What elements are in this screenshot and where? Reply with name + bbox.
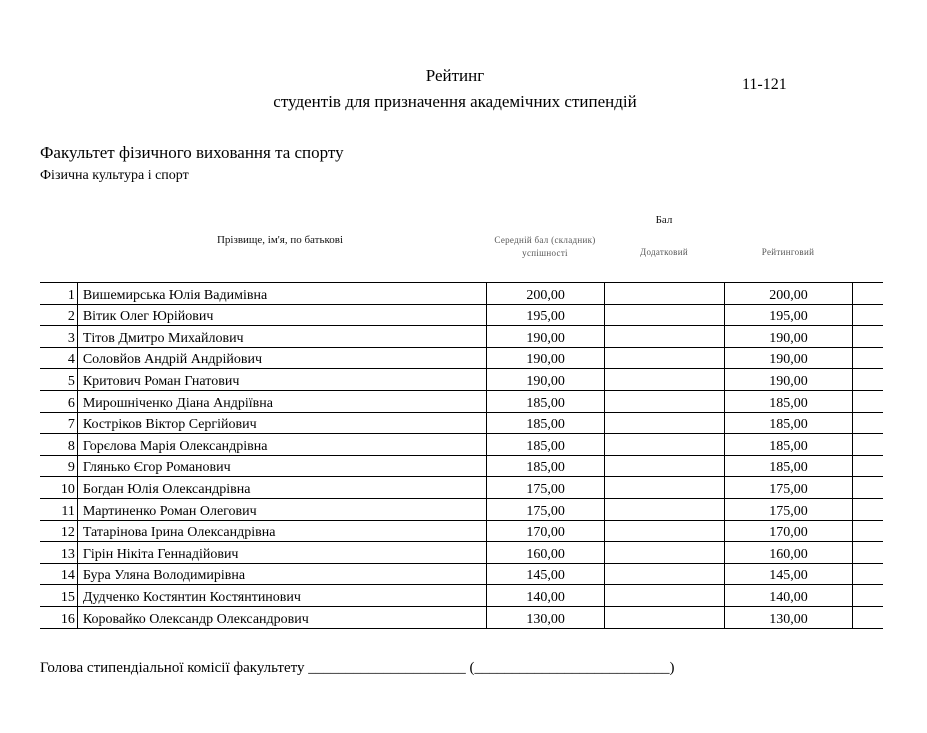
row-number: 13 <box>40 542 77 564</box>
student-name: Вишемирська Юлія Вадимівна <box>77 283 487 305</box>
student-name: Глянько Єгор Романович <box>77 455 487 477</box>
row-number: 3 <box>40 326 77 348</box>
table-row <box>40 304 883 326</box>
student-name: Мартиненко Роман Олегович <box>77 498 487 520</box>
document-title: Рейтинг <box>425 66 485 85</box>
student-name: Гірін Нікіта Геннадійович <box>77 542 487 564</box>
column-header-rating: Рейтинговий <box>761 247 815 257</box>
student-name: Тітов Дмитро Михайлович <box>77 326 487 348</box>
rating-score: 185,00 <box>724 434 852 456</box>
empty-cell <box>853 434 883 456</box>
column-header-score-group: Бал <box>655 214 673 226</box>
additional-score <box>604 520 724 542</box>
row-number: 5 <box>40 369 77 391</box>
empty-cell <box>853 347 883 369</box>
row-number: 14 <box>40 563 77 585</box>
row-number: 1 <box>40 283 77 305</box>
average-score: 175,00 <box>487 498 604 520</box>
student-name: Горєлова Марія Олександрівна <box>77 434 487 456</box>
rating-score: 185,00 <box>724 390 852 412</box>
additional-score <box>604 455 724 477</box>
empty-cell <box>853 390 883 412</box>
student-name: Мирошніченко Діана Андріївна <box>77 390 487 412</box>
table-row <box>40 390 883 412</box>
additional-score <box>604 390 724 412</box>
average-score: 185,00 <box>487 412 604 434</box>
average-score: 190,00 <box>487 347 604 369</box>
row-number: 11 <box>40 498 77 520</box>
table-row <box>40 542 883 564</box>
table-row <box>40 498 883 520</box>
row-number: 9 <box>40 455 77 477</box>
student-name: Бура Уляна Володимирівна <box>77 563 487 585</box>
table-row <box>40 412 883 434</box>
student-name: Вітик Олег Юрійович <box>77 304 487 326</box>
table-row <box>40 283 883 305</box>
rating-score: 190,00 <box>724 347 852 369</box>
specialty-name: Фізична культура і спорт <box>40 168 189 183</box>
table-row <box>40 326 883 348</box>
row-number: 10 <box>40 477 77 499</box>
average-score: 145,00 <box>487 563 604 585</box>
rating-table <box>40 282 883 629</box>
additional-score <box>604 369 724 391</box>
rating-score: 175,00 <box>724 498 852 520</box>
additional-score <box>604 347 724 369</box>
table-row <box>40 347 883 369</box>
rating-score: 170,00 <box>724 520 852 542</box>
average-score: 190,00 <box>487 326 604 348</box>
additional-score <box>604 498 724 520</box>
table-row <box>40 606 883 628</box>
average-score: 195,00 <box>487 304 604 326</box>
additional-score <box>604 304 724 326</box>
empty-cell <box>853 326 883 348</box>
faculty-name: Факультет фізичного виховання та спорту <box>40 143 344 162</box>
empty-cell <box>853 563 883 585</box>
rating-score: 190,00 <box>724 326 852 348</box>
average-score: 200,00 <box>487 283 604 305</box>
additional-score <box>604 542 724 564</box>
table-row <box>40 455 883 477</box>
column-header-average: Середній бал (складник) успішності <box>494 235 596 258</box>
empty-cell <box>853 606 883 628</box>
empty-cell <box>853 283 883 305</box>
additional-score <box>604 563 724 585</box>
empty-cell <box>853 369 883 391</box>
row-number: 6 <box>40 390 77 412</box>
empty-cell <box>853 542 883 564</box>
rating-score: 140,00 <box>724 585 852 607</box>
row-number: 16 <box>40 606 77 628</box>
student-name: Коровайко Олександр Олександрович <box>77 606 487 628</box>
table-row <box>40 585 883 607</box>
additional-score <box>604 477 724 499</box>
average-score: 175,00 <box>487 477 604 499</box>
student-name: Соловйов Андрій Андрійович <box>77 347 487 369</box>
empty-cell <box>853 520 883 542</box>
additional-score <box>604 606 724 628</box>
empty-cell <box>853 455 883 477</box>
table-row <box>40 369 883 391</box>
table-row <box>40 477 883 499</box>
empty-cell <box>853 477 883 499</box>
rating-score: 200,00 <box>724 283 852 305</box>
group-code: 11-121 <box>742 76 787 93</box>
row-number: 4 <box>40 347 77 369</box>
row-number: 2 <box>40 304 77 326</box>
empty-cell <box>853 304 883 326</box>
student-name: Богдан Юлія Олександрівна <box>77 477 487 499</box>
student-name: Дудченко Костянтин Костянтинович <box>77 585 487 607</box>
average-score: 185,00 <box>487 455 604 477</box>
rating-score: 185,00 <box>724 455 852 477</box>
additional-score <box>604 283 724 305</box>
rating-score: 190,00 <box>724 369 852 391</box>
empty-cell <box>853 585 883 607</box>
average-score: 160,00 <box>487 542 604 564</box>
row-number: 15 <box>40 585 77 607</box>
rating-score: 175,00 <box>724 477 852 499</box>
document-subtitle: студентів для призначення академічних стипендій <box>273 92 637 111</box>
row-number: 8 <box>40 434 77 456</box>
row-number: 12 <box>40 520 77 542</box>
additional-score <box>604 326 724 348</box>
additional-score <box>604 585 724 607</box>
student-name: Критович Роман Гнатович <box>77 369 487 391</box>
table-row <box>40 520 883 542</box>
average-score: 140,00 <box>487 585 604 607</box>
rating-score: 160,00 <box>724 542 852 564</box>
average-score: 185,00 <box>487 390 604 412</box>
average-score: 170,00 <box>487 520 604 542</box>
average-score: 190,00 <box>487 369 604 391</box>
table-row <box>40 563 883 585</box>
row-number: 7 <box>40 412 77 434</box>
student-name: Костріков Віктор Сергійович <box>77 412 487 434</box>
table-row <box>40 434 883 456</box>
average-score: 185,00 <box>487 434 604 456</box>
empty-cell <box>853 412 883 434</box>
rating-score: 195,00 <box>724 304 852 326</box>
empty-cell <box>853 498 883 520</box>
column-header-name: Прізвище, ім'я, по батькові <box>216 234 344 246</box>
additional-score <box>604 434 724 456</box>
rating-score: 185,00 <box>724 412 852 434</box>
column-header-additional: Додатковий <box>640 247 688 257</box>
additional-score <box>604 412 724 434</box>
rating-score: 145,00 <box>724 563 852 585</box>
rating-table-body <box>40 283 883 629</box>
rating-score: 130,00 <box>724 606 852 628</box>
average-score: 130,00 <box>487 606 604 628</box>
signature-line: Голова стипендіальної комісії факультету _____________________ (__________________________) <box>40 660 675 676</box>
student-name: Татарінова Ірина Олександрівна <box>77 520 487 542</box>
